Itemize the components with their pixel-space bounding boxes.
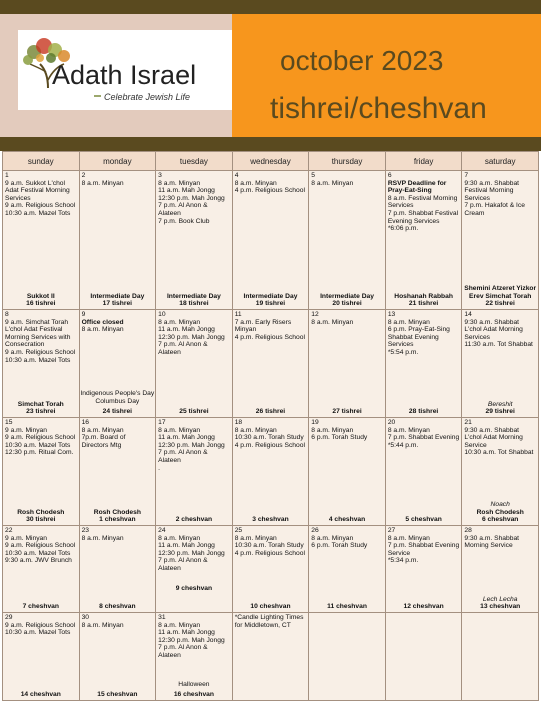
event-item: 12:30 p.m. Mah Jongg (158, 636, 225, 644)
event-item: 4 p.m. Religious School (234, 441, 305, 449)
empty-day-cell (309, 613, 386, 701)
event-item: 8 a.m. Minyan (311, 426, 354, 434)
event-item: 9 a.m. Minyan (5, 426, 47, 434)
event-item: 9 a.m. Religious School (5, 434, 76, 442)
event-item: 8 a.m. Minyan (81, 621, 124, 629)
day-number: 22 (5, 527, 13, 534)
empty-day-cell (385, 613, 462, 701)
weekday-label: wednesday (232, 152, 309, 171)
hebrew-date: 16 cheshvan (173, 691, 214, 699)
day-number: 10 (158, 311, 166, 318)
empty-day-cell (462, 613, 539, 701)
day-footer (156, 293, 232, 308)
day-cell (232, 310, 309, 418)
day-footer (462, 285, 538, 308)
day-footer (3, 691, 79, 699)
day-content (80, 613, 156, 700)
day-cell (79, 613, 156, 701)
day-footer (462, 501, 538, 524)
day-footer (233, 293, 309, 308)
day-content (156, 310, 232, 417)
day-number: 2 (81, 172, 86, 179)
day-footer (80, 603, 156, 611)
day-number: 11 (234, 311, 242, 318)
day-content (309, 526, 385, 612)
day-number: 26 (311, 527, 319, 534)
day-number: 27 (387, 527, 396, 534)
event-item: 7 p.m. Book Club (158, 217, 210, 225)
event-item: 6 p.m. Torah Study (311, 434, 368, 442)
day-content (80, 310, 156, 417)
day-content (386, 171, 462, 309)
day-content (386, 418, 462, 525)
event-item: 10:30 a.m. Mazel Tots (5, 629, 71, 637)
event-item: 10:30 a.m. Tot Shabbat (464, 449, 534, 457)
observance-label: Indigenous People's Day Columbus Day (80, 390, 155, 405)
tree-logo-icon (18, 30, 250, 110)
hebrew-date: 23 tishrei (26, 408, 56, 416)
week-row (3, 310, 539, 418)
day-content (462, 310, 538, 417)
day-content (462, 418, 538, 525)
day-footer (156, 516, 232, 524)
event-item: 7 p.m. Shabbat Evening Service (387, 542, 460, 557)
event-item: 9 a.m. Sukkot L'chol Adat Festival Morning Services (5, 179, 70, 202)
day-footer (80, 293, 156, 308)
event-item: 8 a.m. Minyan (158, 318, 201, 326)
event-item: 7 p.m. Al Anon & Alateen (158, 202, 208, 217)
event-item: 7 p.m. Al Anon & Alateen (158, 557, 208, 572)
hebrew-date: 7 cheshvan (22, 603, 59, 611)
hebrew-date: 10 cheshvan (250, 603, 291, 611)
week-row (3, 613, 539, 701)
day-cell (385, 418, 462, 526)
day-cell (156, 310, 233, 418)
parsha-label: Lech Lecha (482, 595, 518, 603)
parsha-label: Bereshit (487, 400, 513, 408)
event-item: 10:30 a.m. Mazel Tots (5, 549, 71, 557)
day-number: 25 (234, 527, 243, 534)
day-number: 23 (81, 527, 90, 534)
year: 2023 (381, 45, 444, 76)
event-item: 8 a.m. Minyan (387, 426, 430, 434)
event-item: 7 p.m. Al Anon & Alateen (158, 341, 208, 356)
day-footer (233, 516, 309, 524)
day-number: 19 (311, 419, 319, 426)
event-item: 8 a.m. Minyan (387, 318, 430, 326)
day-cell (309, 171, 386, 310)
weekday-label: thursday (309, 152, 386, 171)
hebrew-date: 18 tishrei (179, 300, 209, 308)
day-number: 14 (464, 311, 472, 318)
day-cell (79, 526, 156, 613)
day-number: 28 (464, 527, 472, 534)
holiday-label: Hoshanah Rabbah (394, 292, 453, 300)
calendar-grid (2, 151, 539, 701)
day-number: 4 (234, 172, 239, 179)
event-item: 11 a.m. Mah Jongg (158, 542, 215, 550)
event-item: *5:54 p.m. (387, 348, 419, 356)
event-item: 10:30 a.m. Torah Study (234, 542, 304, 550)
event-item: 9:30 a.m. JWV Brunch (5, 557, 72, 565)
day-content (233, 526, 309, 612)
event-item: 8 a.m. Minyan (81, 179, 124, 187)
day-cell (232, 526, 309, 613)
event-item: 8 a.m. Minyan (158, 534, 201, 542)
day-number: 20 (387, 419, 396, 426)
parsha-label: Noach (490, 501, 510, 509)
event-item: RSVP Deadline for Pray-Eat-Sing (387, 179, 447, 195)
event-item: 7 a.m. Early Risers Minyan (234, 318, 292, 334)
top-bar (0, 0, 541, 14)
month-title (280, 45, 443, 77)
event-item: 8 a.m. Minyan (234, 426, 277, 434)
event-item: 8 a.m. Minyan (81, 534, 124, 542)
day-cell (3, 310, 80, 418)
day-footer (309, 603, 385, 611)
holiday-label: Intermediate Day (243, 292, 298, 300)
observance-label: Halloween (178, 680, 210, 688)
day-cell (156, 613, 233, 701)
holiday-label: Intermediate Day (320, 292, 374, 300)
event-item: 9:30 a.m. Shabbat L'chol Adat Morning Services (464, 318, 523, 341)
day-number: 12 (311, 311, 319, 318)
day-cell (462, 310, 539, 418)
event-item: 12:30 p.m. Ritual Com. (5, 449, 74, 457)
event-item: 9 a.m. Religious School (5, 348, 76, 356)
day-footer (462, 596, 538, 611)
event-item: *6:06 p.m. (387, 225, 419, 233)
event-item: 12:30 p.m. Mah Jongg (158, 333, 225, 341)
event-item: 8 a.m. Minyan (158, 179, 201, 187)
day-content (156, 613, 232, 700)
event-item: 9 a.m. Religious School (5, 202, 76, 210)
day-content (3, 526, 79, 612)
day-cell (156, 526, 233, 613)
day-cell (79, 310, 156, 418)
hebrew-date: 12 cheshvan (403, 603, 444, 611)
hebrew-date: 19 tishrei (255, 300, 286, 308)
day-footer (3, 293, 79, 308)
day-cell (156, 171, 233, 310)
day-footer (156, 408, 232, 416)
event-item: 9:30 a.m. Shabbat Festival Morning Services (464, 179, 520, 202)
day-number: 13 (387, 311, 396, 318)
hebrew-date: 24 tishrei (102, 408, 133, 416)
day-number: 24 (158, 527, 166, 534)
event-item: 8 a.m. Festival Morning Services (387, 194, 458, 210)
day-footer (156, 681, 232, 699)
holiday-label: Erev Simchat Torah (469, 292, 532, 300)
hebrew-date: 29 tishrei (485, 408, 515, 416)
hebrew-date: 1 cheshvan (99, 516, 136, 524)
event-item: 8 a.m. Minyan (234, 179, 277, 187)
event-item: 12:30 p.m. Mah Jongg (158, 441, 225, 449)
event-item: 8 a.m. Minyan (387, 534, 430, 542)
day-cell (3, 171, 80, 310)
day-content (3, 310, 79, 417)
day-content (386, 526, 462, 612)
event-item: . (158, 464, 160, 472)
day-number: 7 (464, 172, 469, 179)
hebrew-date: 21 tishrei (408, 300, 439, 308)
org-tagline: Celebrate Jewish Life (104, 92, 191, 102)
day-content (233, 171, 309, 309)
day-content (462, 526, 538, 612)
day-footer (3, 509, 79, 524)
weekday-label: sunday (3, 152, 80, 171)
hebrew-date: 30 tishrei (26, 516, 56, 524)
day-number: 30 (81, 614, 90, 621)
event-item: 8 a.m. Minyan (311, 179, 354, 187)
weekday-label: monday (79, 152, 156, 171)
day-number: 21 (464, 419, 472, 426)
day-content (386, 310, 462, 417)
hebrew-date: 25 tishrei (179, 408, 209, 416)
holiday-label: Simchat Torah (17, 400, 64, 408)
holiday-label: Rosh Chodesh (17, 508, 65, 516)
day-number: 3 (158, 172, 162, 179)
day-content (309, 418, 385, 525)
day-content (80, 171, 156, 309)
day-cell (462, 526, 539, 613)
event-item: 7p.m. Board of Directors Mtg (81, 434, 126, 449)
day-cell (156, 418, 233, 526)
day-cell (385, 526, 462, 613)
holiday-label: Rosh Chodesh (476, 508, 524, 516)
day-cell (79, 418, 156, 526)
event-item: 9 a.m. Religious School (5, 621, 76, 629)
event-item: *5:34 p.m. (387, 557, 419, 565)
event-item: *5:44 p.m. (387, 441, 419, 449)
event-item: 4 p.m. Religious School (234, 187, 305, 195)
event-item: 12:30 p.m. Mah Jongg (158, 194, 225, 202)
day-number: 29 (5, 614, 13, 621)
event-item: 11 a.m. Mah Jongg (158, 629, 215, 637)
hebrew-date: 27 tishrei (332, 408, 362, 416)
event-item: 8 a.m. Minyan (234, 534, 277, 542)
hebrew-date: 3 cheshvan (252, 516, 289, 524)
event-item: 8 a.m. Minyan (158, 426, 201, 434)
hebrew-date: 13 cheshvan (480, 603, 521, 611)
empty-day-cell (232, 613, 309, 701)
day-cell (462, 171, 539, 310)
event-item: 7 p.m. Al Anon & Alateen (158, 449, 208, 464)
org-name: Adath Israel (52, 60, 197, 90)
day-number: 5 (311, 172, 315, 179)
day-footer (386, 408, 462, 416)
event-item: 4 p.m. Religious School (234, 333, 305, 341)
day-cell (385, 171, 462, 310)
day-content (233, 418, 309, 525)
day-cell (3, 526, 80, 613)
day-number: 31 (158, 614, 166, 621)
hebrew-date: 5 cheshvan (405, 516, 442, 524)
event-item: 10:30 a.m. Mazel Tots (5, 441, 71, 449)
day-content (309, 171, 385, 309)
day-cell (309, 310, 386, 418)
event-item: 8 a.m. Minyan (81, 426, 124, 434)
week-row (3, 171, 539, 310)
event-item: 10:30 a.m. Mazel Tots (5, 209, 71, 217)
event-item: 9:30 a.m. Shabbat L'chol Adat Morning Service (464, 426, 523, 449)
hebrew-date: 9 cheshvan (175, 585, 213, 593)
day-footer (386, 516, 462, 524)
day-content (3, 418, 79, 525)
event-item: 6 p.m. Pray-Eat-Sing Shabbat Evening Services (387, 326, 450, 349)
day-footer (80, 509, 156, 524)
day-cell (309, 526, 386, 613)
day-footer (80, 390, 156, 416)
event-item: 9 a.m. Minyan (5, 534, 47, 542)
day-footer (80, 691, 156, 699)
day-cell (79, 171, 156, 310)
hebrew-date: 17 tishrei (102, 300, 133, 308)
day-footer (309, 516, 385, 524)
day-content (80, 418, 156, 525)
day-content (233, 310, 309, 417)
event-item: 7 p.m. Shabbat Festival Evening Services (387, 209, 459, 225)
day-number: 15 (5, 419, 13, 426)
hebrew-date: 26 tishrei (255, 408, 286, 416)
holiday-label: Rosh Chodesh (93, 508, 141, 516)
event-item: 11 a.m. Mah Jongg (158, 434, 215, 442)
day-cell (232, 171, 309, 310)
day-cell (3, 418, 80, 526)
day-cell (385, 310, 462, 418)
event-item: Office closed (81, 318, 124, 326)
candle-note: *Candle Lighting Times for Middletown, CT (234, 614, 304, 629)
week-row (3, 418, 539, 526)
day-content (156, 418, 232, 525)
weekday-header-row (3, 152, 539, 171)
day-content (156, 526, 232, 612)
header-underbar (0, 137, 541, 151)
day-number: 8 (5, 311, 9, 318)
day-footer (3, 401, 79, 416)
logo (18, 30, 250, 110)
day-content (3, 171, 79, 309)
event-item: 8 a.m. Minyan (158, 621, 201, 629)
day-number: 1 (5, 172, 9, 179)
day-footer (386, 293, 462, 308)
holiday-label: Sukkot II (26, 292, 55, 300)
event-item: 9:30 a.m. Shabbat Morning Service (464, 534, 520, 550)
hebrew-date: 20 tishrei (332, 300, 362, 308)
holiday-label: Intermediate Day (90, 292, 145, 300)
holiday-label: Intermediate Day (166, 292, 221, 300)
event-item: 11 a.m. Mah Jongg (158, 187, 215, 195)
day-number: 17 (158, 419, 166, 426)
day-content (3, 613, 79, 700)
event-item: 7 p.m. Al Anon & Alateen (158, 644, 208, 659)
hebrew-date: 14 cheshvan (20, 691, 61, 699)
day-footer (386, 603, 462, 611)
event-item: 9 a.m. Simchat Torah L'chol Adat Festival Morning Services with Consecration (5, 318, 71, 349)
hebrew-date: 11 cheshvan (327, 603, 367, 611)
event-item: 8 a.m. Minyan (81, 326, 124, 334)
weekday-label: tuesday (156, 152, 233, 171)
hebrew-months: tishrei/cheshvan (270, 92, 487, 125)
hebrew-date: 4 cheshvan (328, 516, 366, 524)
weekday-label: friday (385, 152, 462, 171)
event-item: 9 a.m. Religious School (5, 542, 76, 550)
hebrew-date: 8 cheshvan (99, 603, 136, 611)
hebrew-date: 16 tishrei (26, 300, 56, 308)
hebrew-date: 22 tishrei (485, 300, 515, 308)
day-cell (3, 613, 80, 701)
event-item: 10:30 a.m. Mazel Tots (5, 356, 71, 364)
holiday-label: Shemini Atzeret Yizkor (464, 285, 537, 293)
week-row (3, 526, 539, 613)
day-footer (309, 293, 385, 308)
day-footer (233, 408, 309, 416)
day-footer (156, 585, 232, 611)
month-name: october (280, 45, 374, 76)
day-footer (309, 408, 385, 416)
event-item: 10:30 a.m. Torah Study (234, 434, 304, 442)
day-cell (309, 418, 386, 526)
event-item: 8 a.m. Minyan (311, 534, 354, 542)
event-item: 6 p.m. Torah Study (311, 542, 368, 550)
event-item: 7 p.m. Hakafot & Ice Cream (464, 202, 525, 217)
day-number: 16 (81, 419, 90, 426)
day-cell (462, 418, 539, 526)
event-item: 4 p.m. Religious School (234, 549, 305, 557)
day-footer (462, 401, 538, 416)
day-content (156, 171, 232, 309)
day-cell (232, 418, 309, 526)
day-number: 6 (387, 172, 392, 179)
weekday-label: saturday (462, 152, 539, 171)
day-number: 9 (81, 311, 86, 318)
hebrew-date: 6 cheshvan (481, 516, 519, 524)
hebrew-date: 15 cheshvan (97, 691, 138, 699)
day-footer (233, 603, 309, 611)
hebrew-date: 2 cheshvan (175, 516, 213, 524)
day-number: 18 (234, 419, 243, 426)
day-content (80, 526, 156, 612)
event-item: 8 a.m. Minyan (311, 318, 354, 326)
day-content (462, 171, 538, 309)
event-item: 7 p.m. Shabbat Evening (387, 434, 460, 442)
day-footer (3, 603, 79, 611)
event-item: 11 a.m. Mah Jongg (158, 326, 215, 334)
event-item: 12:30 p.m. Mah Jongg (158, 549, 225, 557)
event-item: 11:30 a.m. Tot Shabbat (464, 341, 533, 349)
day-content (309, 310, 385, 417)
hebrew-date: 28 tishrei (408, 408, 439, 416)
